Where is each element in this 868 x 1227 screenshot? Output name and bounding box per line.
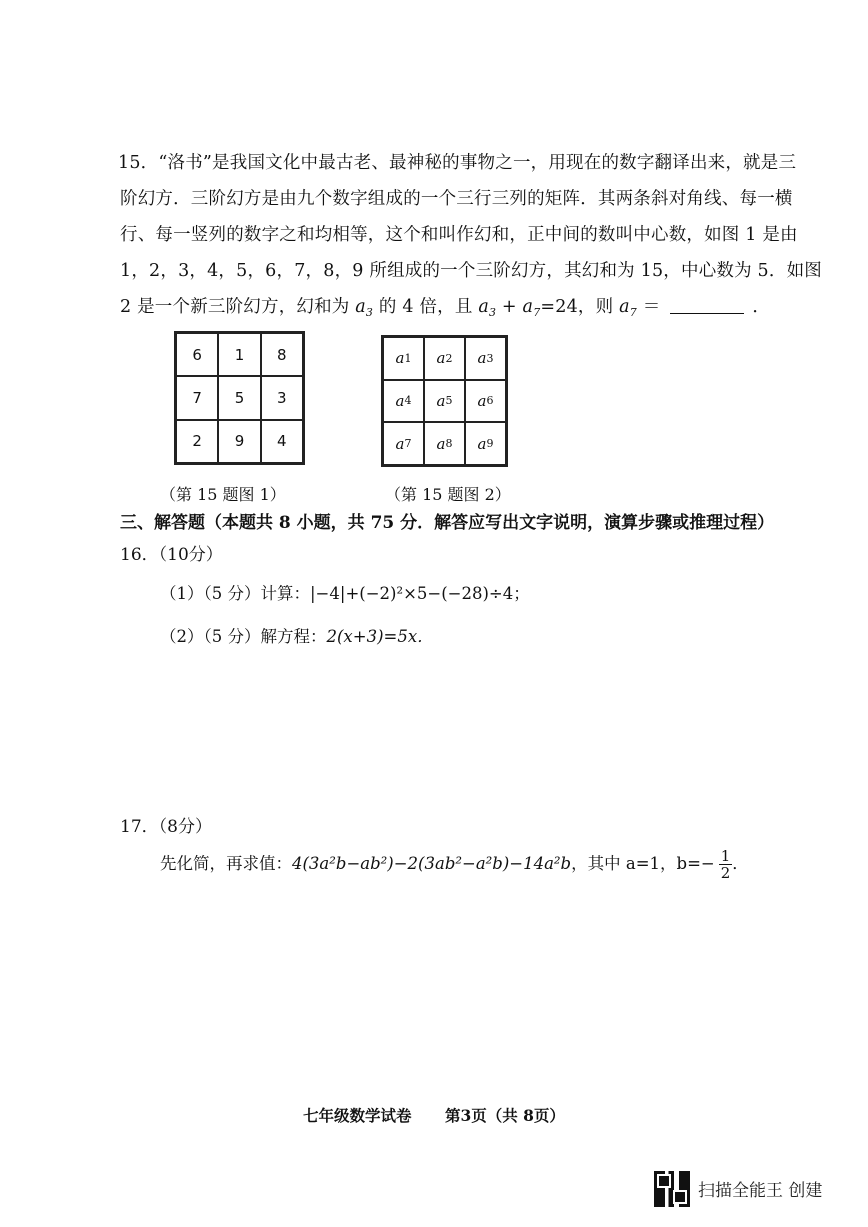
q15-line5-end: ． — [752, 297, 771, 317]
grid1-cell: 7 — [176, 376, 218, 419]
magic-square-figure-1 — [174, 331, 305, 465]
q16-part-2 — [160, 623, 434, 647]
grid2-cell: a 1 — [383, 337, 424, 380]
grid2-cell: a 7 — [383, 422, 424, 465]
q16-part1-label: （1）（5 分）计算： — [160, 584, 310, 603]
magic-square-figure-2 — [381, 335, 508, 467]
var-a3: $a_3$ — [355, 297, 374, 319]
grid1-cell: 5 — [218, 376, 260, 419]
q15-line5-b: 的 4 倍，且 — [378, 297, 473, 317]
grid2-cell: a 6 — [465, 380, 506, 423]
q16-part1-expression: |−4|+(−2)²×5−(−28)÷4； — [310, 584, 530, 603]
qr-code-icon — [654, 1171, 690, 1207]
q17-text: 先化简，再求值： — [160, 854, 292, 873]
answer-blank[interactable] — [670, 297, 744, 314]
q15-line-1: 15．“洛书”是我国文化中最古老、最神秘的事物之一，用现在的数字翻译出来，就是三 — [118, 153, 797, 173]
q15-line-5 — [120, 296, 770, 324]
q15-line-2: 阶幻方．三阶幻方是由九个数字组成的一个三行三列的矩阵．其两条斜对角线、每一横 — [120, 189, 793, 209]
figure-2-caption: （第 15 题图 2） — [385, 485, 511, 504]
grid2-cell: a 2 — [424, 337, 465, 380]
figure-1-caption: （第 15 题图 1） — [160, 485, 286, 504]
q17-heading: 17．（8分） — [120, 817, 212, 837]
q17-expression: 4(3a²b−ab²)−2(3ab²−a²b)−14a²b — [292, 854, 572, 873]
grid1-cell: 9 — [218, 420, 260, 463]
q17-condition: ，其中 a=1，b=− — [571, 854, 715, 873]
footer-title: 七年级数学试卷 — [303, 1106, 412, 1125]
page-footer — [0, 1104, 868, 1126]
q15-line-4: 1，2，3，4，5，6，7，8，9 所组成的一个三阶幻方，其幻和为 15，中心数为 5．如图 — [120, 261, 822, 281]
q17-end: ． — [732, 854, 749, 873]
q17-body — [160, 848, 749, 881]
expr-a3-plus-a7: $a_3 + a_7$ — [478, 297, 541, 319]
q15-line5-a: 2 是一个新三阶幻方，幻和为 — [120, 297, 350, 317]
grid2-cell: a 5 — [424, 380, 465, 423]
grid1-cell: 1 — [218, 333, 260, 376]
footer-page-number: 第3页（共 8页） — [444, 1106, 565, 1125]
var-a7: $a_7$ — [619, 297, 637, 319]
grid1-cell: 4 — [261, 420, 303, 463]
grid2-cell: a 4 — [383, 380, 424, 423]
section-heading: 三、解答题（本题共 8 小题，共 75 分．解答应写出文字说明，演算步骤或推理过程） — [120, 513, 775, 533]
grid2-cell: a 3 — [465, 337, 506, 380]
q16-part2-expression: 2(x+3)=5x． — [326, 627, 434, 646]
grid1-cell: 8 — [261, 333, 303, 376]
q16-heading: 16．（10分） — [120, 545, 223, 565]
q16-part-1 — [160, 580, 530, 604]
grid1-cell: 2 — [176, 420, 218, 463]
q16-part2-label: （2）（5 分）解方程： — [160, 627, 327, 646]
grid1-cell: 3 — [261, 376, 303, 419]
grid2-cell: a 9 — [465, 422, 506, 465]
scanner-watermark: 扫描全能王 创建 — [698, 1181, 823, 1201]
fraction-one-half: $\frac{1}{2}$ — [720, 847, 731, 882]
q15-line5-d: ＝ — [642, 297, 661, 317]
grid2-cell: a 8 — [424, 422, 465, 465]
q15-line-3: 行、每一竖列的数字之和均相等，这个和叫作幻和，正中间的数叫中心数，如图 1 是由 — [120, 225, 798, 245]
grid1-cell: 6 — [176, 333, 218, 376]
q15-line5-c: =24，则 — [540, 297, 614, 317]
